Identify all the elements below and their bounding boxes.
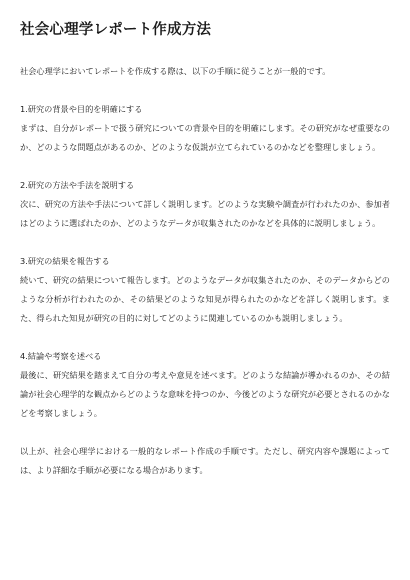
document-title: 社会心理学レポート作成方法: [20, 22, 212, 38]
section-4: [20, 347, 390, 423]
section-heading: 4.結論や考察を述べる: [20, 351, 102, 361]
section-body: まずは、自分がレポートで扱う研究についての背景や目的を明確にします。その研究がなぜ重要なのか、どのような問題点があるのか、どのような仮説が立てられているのかなどを整理しましょう。: [20, 123, 390, 152]
intro-paragraph: 社会心理学においてレポートを作成する際は、以下の手順に従うことが一般的です。: [20, 66, 331, 76]
section-3: [20, 252, 390, 328]
section-heading: 1.研究の背景や目的を明確にする: [20, 104, 143, 114]
section-body: 最後に、研究結果を踏まえて自分の考えや意見を述べます。どのような結論が導かれるのか、その結論が社会心理学的な観点からどのような意味を持つのか、今後どのような研究が必要とされるのかなどを考察しましょう。: [20, 370, 390, 418]
section-body: 次に、研究の方法や手法について詳しく説明します。どのような実験や調査が行われたのか、参加者はどのように選ばれたのか、どのようなデータが収集されたのかなどを具体的に説明しましょう。: [20, 199, 390, 228]
section-1: [20, 100, 390, 157]
section-heading: 2.研究の方法や手法を説明する: [20, 180, 135, 190]
section-body: 続いて、研究の結果について報告します。どのようなデータが収集されたのか、そのデータからどのような分析が行われたのか、その結果どのような知見が得られたのかなどを詳しく説明します。また、得られた知見が研究の目的に対してどのように関連しているのかも説明しましょう。: [20, 275, 390, 323]
closing-paragraph: 以上が、社会心理学における一般的なレポート作成の手順です。ただし、研究内容や課題によっては、より詳細な手順が必要になる場合があります。: [20, 446, 390, 475]
section-heading: 3.研究の結果を報告する: [20, 256, 110, 266]
section-2: [20, 176, 390, 233]
